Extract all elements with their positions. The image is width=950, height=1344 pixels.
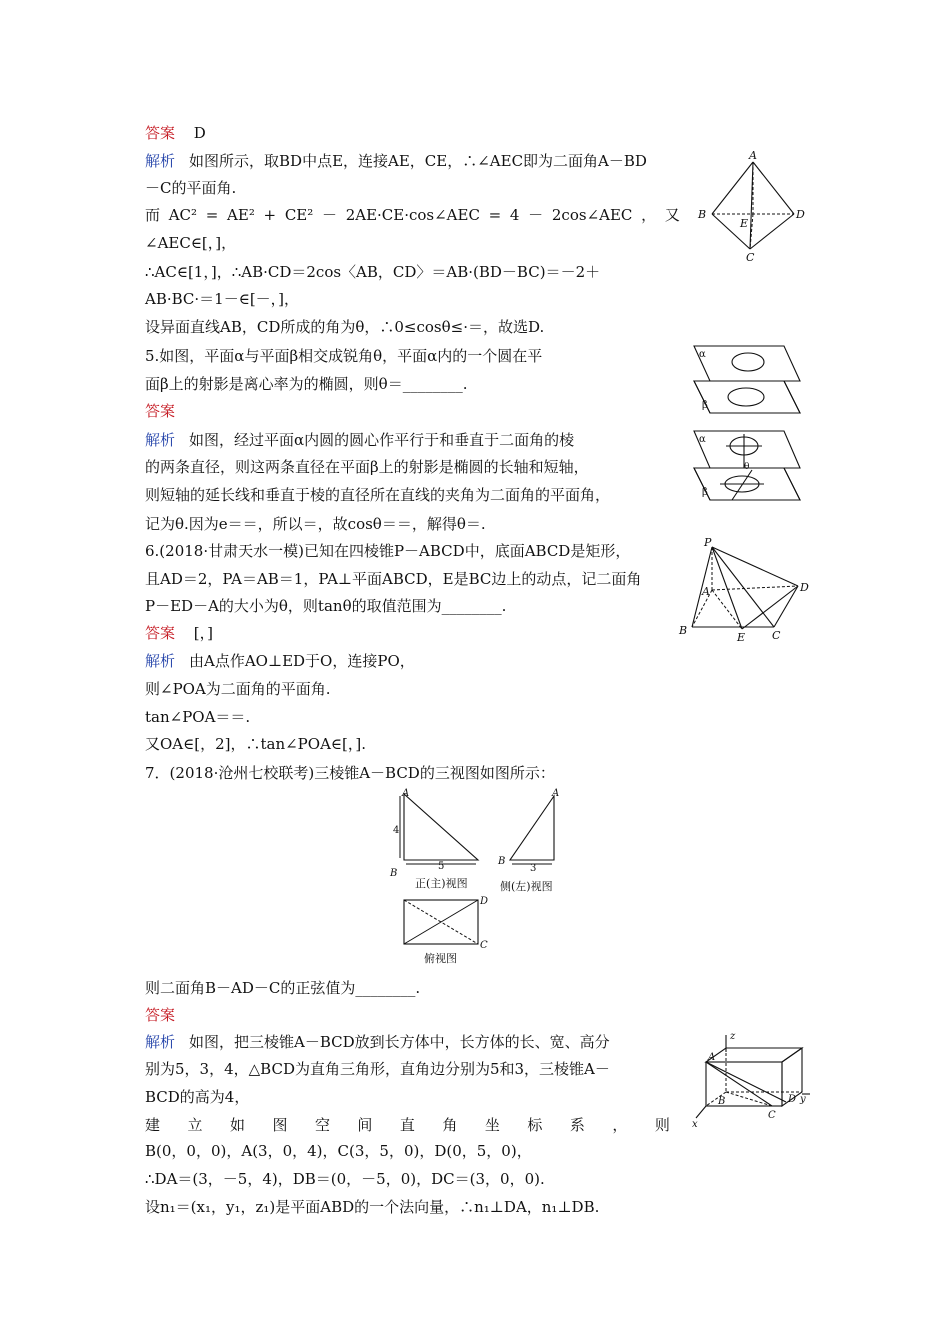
answer-label: 答案 — [145, 402, 176, 420]
fig-label-beta: β — [702, 400, 708, 411]
q5-solution-line-2: 的两条直径，则这两条直径在平面β上的射影是椭圆的长轴和短轴， — [145, 458, 589, 476]
fig-label-e: E — [737, 631, 746, 644]
word: 系 — [569, 1116, 585, 1134]
q6-text: 由A点作AO⊥ED于O，连接PO， — [189, 652, 415, 670]
q5-text: 如图，经过平面α内圆的圆心作平行于和垂直于二面角的棱 — [189, 431, 575, 449]
jiexi-label: 解析 — [145, 652, 176, 670]
q7-solution-line-4 — [145, 1114, 670, 1136]
q5-stem-line-2: 面β上的射影是离心率为的椭圆，则θ＝________. — [145, 375, 468, 393]
fig-label-a: A — [702, 585, 710, 598]
jiexi-label: 解析 — [145, 431, 176, 449]
q7-text: 如图，把三棱锥A－BCD放到长方体中，长方体的长、宽、高分 — [189, 1033, 610, 1051]
jiexi-label: 解析 — [145, 1033, 176, 1051]
fig-label-e: E — [740, 217, 749, 230]
side-label-b: B — [498, 856, 506, 867]
axis-label-x: x — [692, 1119, 698, 1130]
q6-pyramid-figure — [676, 535, 811, 645]
fig-label-c: C — [746, 251, 755, 264]
q5-solution-line-1 — [145, 429, 660, 451]
q4-solution-line-7: 设异面直线AB，CD所成的角为θ，∴0≤cosθ≤·＝，故选D. — [145, 318, 545, 336]
q6-solution-line-1 — [145, 650, 660, 672]
q5-planes-figure — [682, 343, 810, 417]
word: AE² — [227, 206, 255, 224]
q4-solution-line-3 — [145, 204, 680, 226]
q7-solution-line-6: ∴DA＝(3，－5，4)，DB＝(0，－5，0)，DC＝(3，0，0). — [145, 1170, 545, 1188]
side-label-width: 3 — [530, 863, 537, 874]
word: 而 — [145, 206, 161, 224]
q7-answer-line — [145, 1004, 685, 1026]
word: ， — [612, 1116, 628, 1134]
word: 空 — [314, 1116, 330, 1134]
fig-label-b: B — [679, 624, 688, 637]
jiexi-label: 解析 — [145, 152, 176, 170]
q5-solution-line-4: 记为θ.因为e＝＝，所以＝，故cosθ＝＝，解得θ＝. — [145, 515, 486, 533]
q6-stem-line-2: 且AD＝2，PA＝AB＝1，PA⊥平面ABCD，E是BC边上的动点，记二面角 — [145, 570, 642, 588]
word: － — [321, 206, 337, 224]
q7-three-views-figure — [380, 786, 570, 966]
q4-answer-line — [145, 122, 685, 144]
top-view-caption: 俯视图 — [424, 952, 457, 965]
word: 2AE·CE·cos∠AEC — [345, 206, 480, 224]
q6-solution-line-3: tan∠POA＝＝. — [145, 708, 251, 726]
word: 坐 — [484, 1116, 500, 1134]
front-label-a: A — [402, 788, 410, 799]
side-label-a: A — [552, 788, 560, 799]
word: 2cos∠AEC — [551, 206, 633, 224]
side-view-caption: 侧(左)视图 — [500, 880, 553, 893]
fig-label-d: D — [788, 1094, 797, 1105]
q6-answer-line — [145, 622, 660, 644]
answer-label: 答案 — [145, 1006, 176, 1024]
fig-label-a: A — [749, 149, 757, 162]
fig-label-p: P — [704, 536, 712, 549]
word: 立 — [187, 1116, 203, 1134]
q4-solution-line-2: －C的平面角. — [145, 179, 237, 197]
front-view-caption: 正(主)视图 — [415, 877, 468, 890]
fig-label-a: A — [708, 1052, 716, 1063]
q4-solution-line-5: ∴AC∈[1，]，∴AB·CD＝2cos〈AB，CD〉＝AB·(BD－BC)＝－2＋ — [145, 263, 601, 281]
fig-label-alpha: α — [699, 434, 706, 445]
q4-solution-line-4: ∠AEC∈[，]， — [145, 234, 237, 252]
word: 标 — [527, 1116, 543, 1134]
q4-solution-line-1 — [145, 150, 660, 172]
word: 则 — [654, 1116, 670, 1134]
fig-label-d: D — [796, 208, 805, 221]
axis-label-z: z — [730, 1031, 736, 1042]
answer-label: 答案 — [145, 624, 176, 642]
fig-label-b: B — [718, 1096, 726, 1107]
word: AC² — [168, 206, 198, 224]
word: ， — [641, 206, 657, 224]
word: = — [205, 206, 219, 224]
front-label-b: B — [390, 868, 398, 879]
q6-solution-line-4: 又OA∈[，2]，∴tan∠POA∈[，]. — [145, 735, 366, 753]
word: 建 — [145, 1116, 161, 1134]
answer-value: D — [193, 124, 206, 142]
word: 角 — [442, 1116, 458, 1134]
word: + — [263, 206, 277, 224]
word: = — [488, 206, 502, 224]
word: 间 — [357, 1116, 373, 1134]
q7-stem-line-1: 7．(2018·沧州七校联考)三棱锥A－BCD的三视图如图所示： — [145, 764, 555, 782]
q5-solution-figure — [682, 428, 810, 504]
word: 图 — [272, 1116, 288, 1134]
word: 如 — [229, 1116, 245, 1134]
fig-label-b: B — [698, 208, 707, 221]
q7-solution-line-7: 设n₁＝(x₁，y₁，z₁)是平面ABD的一个法向量，∴n₁⊥DA，n₁⊥DB. — [145, 1198, 600, 1216]
q6-stem-line-3: P－ED－A的大小为θ，则tanθ的取值范围为________. — [145, 597, 507, 615]
fig-label-c: C — [772, 629, 781, 642]
q6-stem-line-1: 6.(2018·甘肃天水一模)已知在四棱锥P－ABCD中，底面ABCD是矩形， — [145, 542, 631, 560]
q5-stem-line-1: 5.如图，平面α与平面β相交成锐角θ，平面α内的一个圆在平 — [145, 347, 543, 365]
word: 4 — [509, 206, 520, 224]
q5-answer-line — [145, 400, 660, 422]
q7-solution-line-1 — [145, 1031, 685, 1053]
q7-coordinate-box-figure — [688, 1030, 812, 1130]
word: － — [528, 206, 544, 224]
q7-stem-line-2: 则二面角B－AD－C的正弦值为________. — [145, 979, 421, 997]
q4-tetrahedron-figure — [692, 148, 814, 264]
answer-value: [，] — [193, 624, 214, 642]
q4-text: 如图所示，取BD中点E，连接AE，CE，∴∠AEC即为二面角A－BD — [189, 152, 647, 170]
q7-solution-line-2: 别为5，3，4，△BCD为直角三角形，直角边分别为5和3，三棱锥A－ — [145, 1060, 610, 1078]
q5-solution-line-3: 则短轴的延长线和垂直于棱的直径所在直线的夹角为二面角的平面角， — [145, 486, 611, 504]
q4-solution-line-6: AB·BC·＝1－∈[－，]， — [145, 290, 300, 308]
q7-solution-line-5: B(0，0，0)，A(3，0，4)，C(3，5，0)，D(0，5，0)， — [145, 1142, 532, 1160]
top-label-c: C — [480, 940, 488, 951]
q7-solution-line-3: BCD的高为4， — [145, 1088, 250, 1106]
fig-label-c: C — [768, 1110, 776, 1121]
word: CE² — [284, 206, 314, 224]
q6-solution-line-2: 则∠POA为二面角的平面角. — [145, 680, 331, 698]
answer-label: 答案 — [145, 124, 176, 142]
front-label-width: 5 — [438, 861, 445, 872]
fig-label-beta: β — [702, 487, 708, 498]
fig-label-alpha: α — [699, 349, 706, 360]
front-label-height: 4 — [393, 825, 400, 836]
word: 直 — [399, 1116, 415, 1134]
fig-label-theta: θ — [744, 462, 750, 472]
word: 又 — [664, 206, 680, 224]
axis-label-y: y — [800, 1094, 806, 1105]
fig-label-d: D — [800, 581, 809, 594]
top-label-d: D — [480, 896, 489, 907]
